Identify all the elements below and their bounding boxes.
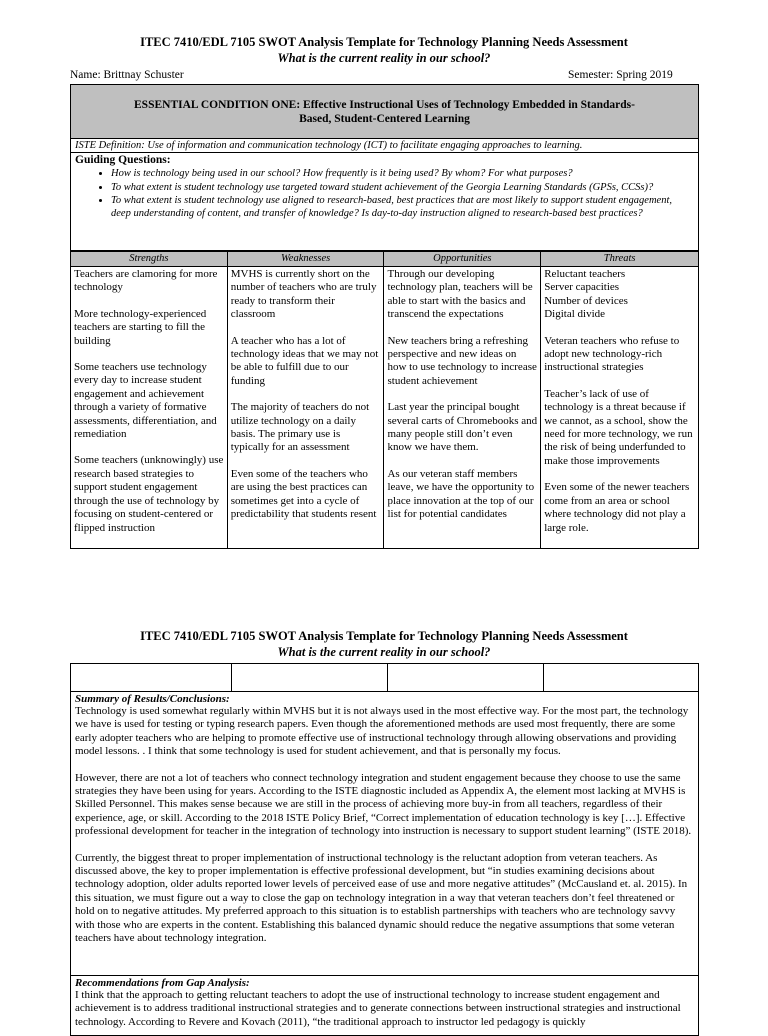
empty-cell	[544, 664, 699, 692]
recommendations-section	[70, 976, 699, 1036]
guiding-questions-list	[75, 168, 694, 220]
strength-item: Some teachers (unknowingly) use research based strategies to support student engagement through the use of technology by focusing on student-centered or flipped instruction	[74, 454, 224, 534]
opportunity-item: Through our developing technology plan, teachers will be able to start with the basics and transcend the expectations	[387, 268, 533, 321]
opportunity-item: New teachers bring a refreshing perspective and new ideas on how to use technology to increase student achievement	[387, 334, 537, 387]
strength-item: More technology-experienced teachers are starting to fill the building	[74, 307, 207, 347]
essential-condition-header	[70, 84, 699, 139]
swot-header-threats: Threats	[541, 252, 699, 267]
weakness-item: MVHS is currently short on the number of teachers who are truly ready to transform their classroom	[230, 268, 377, 321]
summary-paragraph: Currently, the biggest threat to proper implementation of instructional technology is the reluctant adoption from veteran teachers. As discussed above, the key to proper implementation is effective professional development, but “in studies examining decisions about technology adoption, older adults reported lower levels of perceived ease of use and more negative attitudes” (McCausland et. al. 2015). In this situation, we must figure out a way to close the gap on technology integration in a way that veteran teachers don’t feel threatened or hold on to negative attitudes. My preferred approach to this situation is to establish partnerships with teachers who are technology savvy with those who are experts in the content. Establishing this balanced dynamic should reduce the negative assumptions that some veteran teachers have about technology integration.	[75, 851, 688, 945]
guiding-questions	[70, 153, 699, 251]
swot-header-weaknesses: Weaknesses	[227, 252, 384, 267]
swot-table	[70, 251, 699, 549]
opportunities-cell	[384, 267, 541, 549]
opportunity-item: As our veteran staff members leave, we have the opportunity to place innovation at the top of our list for potential candidates	[387, 467, 535, 521]
iste-definition: ISTE Definition: Use of information and communication technology (ICT) to facilitate engaging approaches to learning.	[70, 139, 699, 153]
strengths-cell	[71, 267, 228, 549]
threat-item: Veteran teachers who refuse to adopt new technology-rich instructional strategies	[544, 334, 680, 374]
page2-subtitle: What is the current reality in our school?	[277, 645, 491, 659]
summary-label: Summary of Results/Conclusions:	[75, 693, 230, 705]
swot-header-strengths: Strengths	[71, 252, 228, 267]
threat-item: Reluctant teachers Server capacities Number of devices Digital divide	[544, 268, 628, 321]
page-title: ITEC 7410/EDL 7105 SWOT Analysis Template for Technology Planning Needs Assessment	[140, 35, 628, 49]
weaknesses-cell	[227, 267, 384, 549]
threats-cell	[541, 267, 699, 549]
essential-condition-text: ESSENTIAL CONDITION ONE: Effective Instructional Uses of Technology Embedded in Standards-Based, Student-Centered Learning	[134, 98, 635, 125]
page2-empty-header-row	[70, 663, 699, 692]
student-name: Name: Brittnay Schuster	[70, 69, 184, 81]
threat-item: Even some of the newer teachers come from an area or school where technology did not play a large role.	[544, 481, 690, 534]
semester: Semester: Spring 2019	[568, 69, 673, 81]
summary-paragraph: However, there are not a lot of teachers who connect technology integration and student engagement because they choose to use the same strategies they have been using for years. According to the ISTE diagnostic included as Appendix A, the element most lacking at MVHS is Skilled Personnel. This makes sense because we are still in the process of achieving more buy-in from all teachers, regardless of their experience, age, or skill. According to the 2018 ISTE Policy Brief, “Correct implementation of education technology is key […]. Effective professional development for teacher in the integration of technology into instruction is necessary to support student learning” (ISTE 2018).	[75, 771, 692, 838]
recommendations-label: Recommendations from Gap Analysis:	[75, 977, 250, 989]
guiding-question: • How is technology being used in our school? How frequently is it being used? By whom? For what purposes?	[111, 168, 694, 181]
opportunity-item: Last year the principal bought several carts of Chromebooks and many people still don’t even know we have them.	[387, 401, 538, 454]
threat-item: Teacher’s lack of use of technology is a threat because if we cannot, as a school, show the need for more technology, we run the risk of being underfunded to make those improvements	[544, 387, 693, 467]
page-subtitle: What is the current reality in our school?	[277, 51, 491, 65]
empty-cell	[71, 664, 232, 692]
summary-section	[70, 692, 699, 976]
weakness-item: The majority of teachers do not utilize technology on a daily basis. The primary use is typically for an assessment	[230, 401, 370, 454]
recommendations-text: I think that the approach to getting reluctant teachers to adopt the use of instructional technology to increase student engagement and achievement is to address traditional instructional strategies and to generate connections between instructional strategies and instructional technology. According to Revere and Kovach (2011), “the traditional approach to instructor led pedagogy is quickly	[75, 989, 681, 1028]
swot-header-opportunities: Opportunities	[384, 252, 541, 267]
page2-title: ITEC 7410/EDL 7105 SWOT Analysis Template for Technology Planning Needs Assessment	[140, 629, 628, 643]
guiding-questions-title: Guiding Questions:	[75, 154, 171, 166]
strength-item: Some teachers use technology every day to increase student engagement and achievement through a variety of formative assessments, differentiation, and remediation	[74, 361, 217, 441]
guiding-question: • To what extent is student technology use targeted toward student achievement of the Georgia Learning Standards (GPSs, CCSs)?	[111, 182, 694, 195]
strength-item: Teachers are clamoring for more technology	[74, 268, 218, 294]
empty-cell	[231, 664, 388, 692]
weakness-item: A teacher who has a lot of technology ideas that we may not be able to fulfill due to our funding	[230, 334, 379, 387]
guiding-question: • To what extent is student technology use aligned to research-based, best practices that are most likely to support student engagement, deep understanding of content, and transfer of knowledge? Is day-to-day instruction aligned to research-based best practices?	[111, 195, 694, 220]
summary-paragraph: Technology is used somewhat regularly within MVHS but it is not always used in the most effective way. For the most part, the technology we have is used for testing or typing research papers. Even though the aforementioned methods are used most frequently, there are some early adopter teachers who are helping to promote effective use of instructional technology through allowing observations and providing model lessons. . I think that some technology is used for student achievement, and that is personally my focus.	[75, 705, 689, 758]
weakness-item: Even some of the teachers who are using the best practices can sometimes get into a cycle of predictability that students resent	[230, 467, 377, 521]
empty-cell	[388, 664, 544, 692]
